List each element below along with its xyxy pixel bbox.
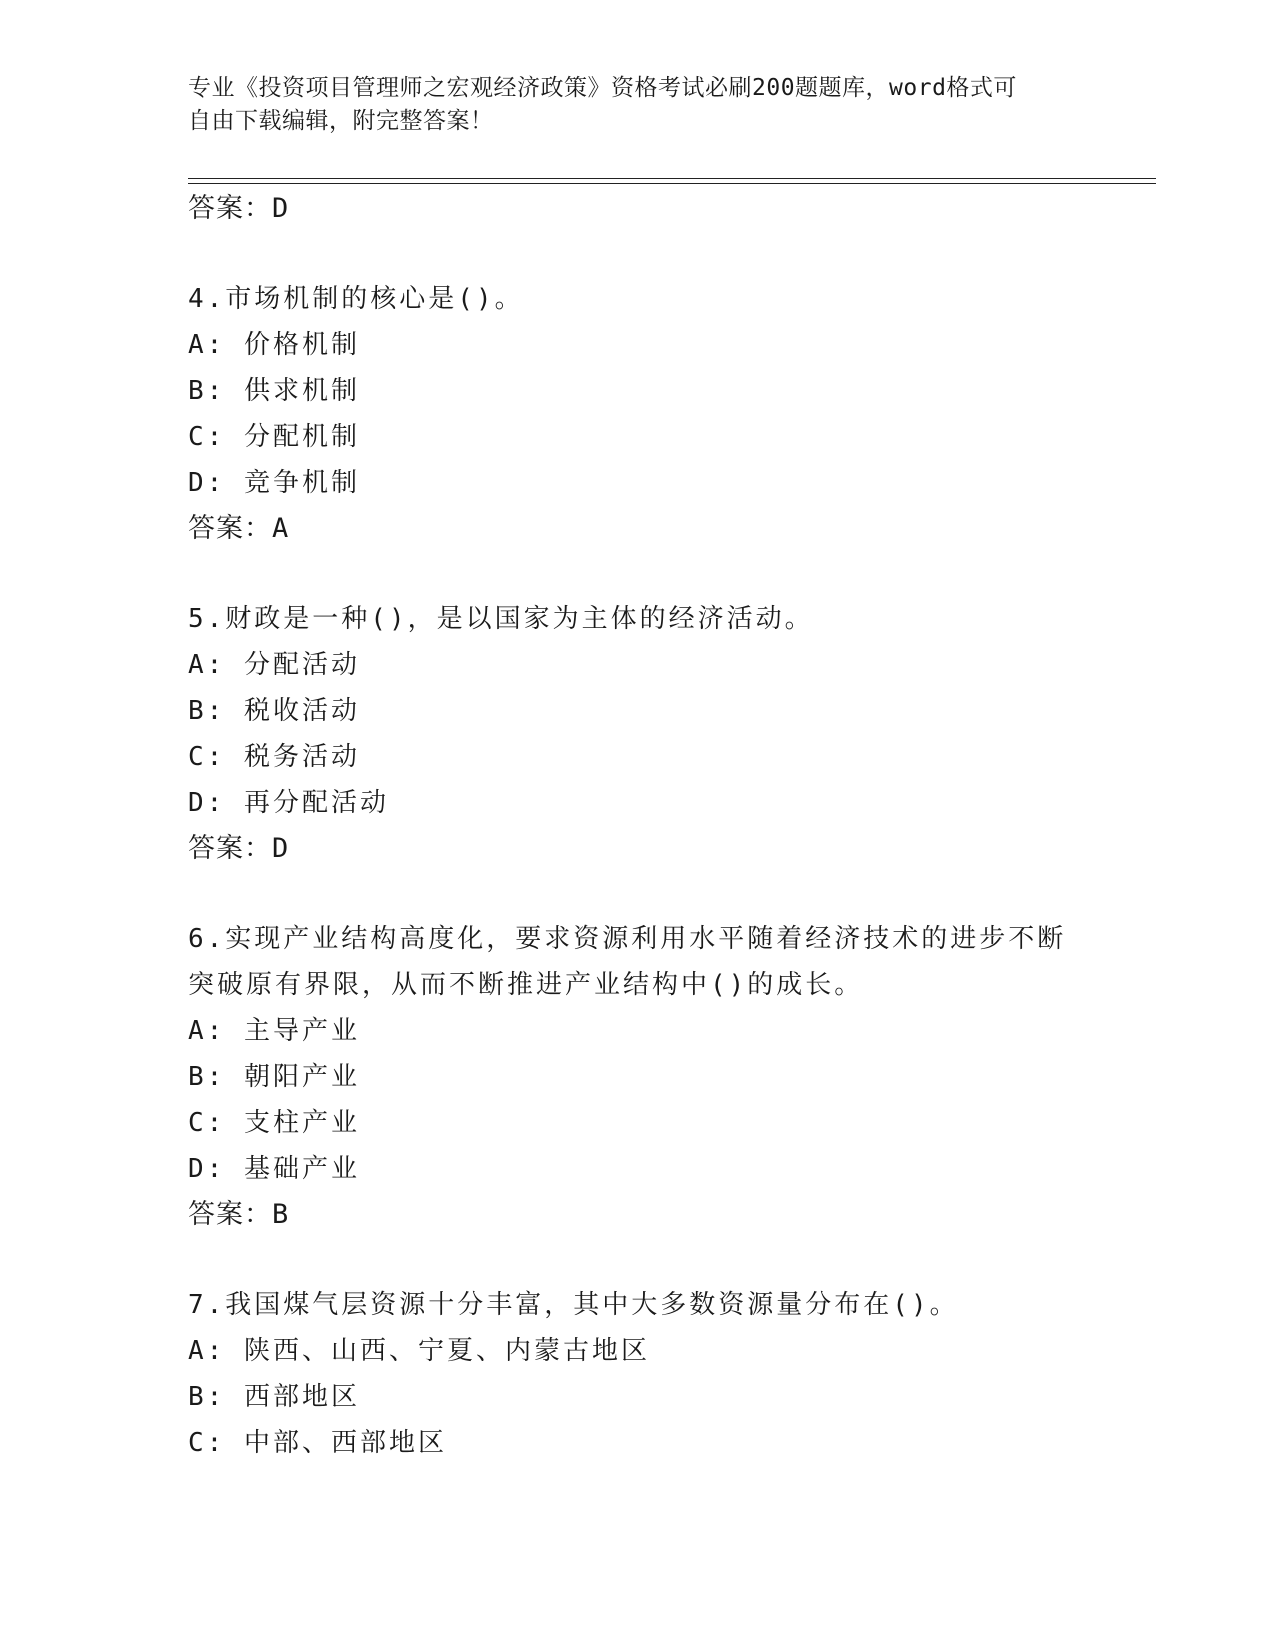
option-b: B: 朝阳产业 xyxy=(188,1062,360,1092)
question-stem-line-2: 突破原有界限，从而不断推进产业结构中()的成长。 xyxy=(188,970,864,1000)
option-c: C: 分配机制 xyxy=(188,422,360,452)
question-7 xyxy=(188,1282,1088,1466)
option-b: B: 税收活动 xyxy=(188,696,360,726)
answer-line: 答案：D xyxy=(188,833,290,864)
header-divider-top xyxy=(188,178,1156,179)
question-stem: 7.我国煤气层资源十分丰富，其中大多数资源量分布在()。 xyxy=(188,1290,959,1320)
option-a: A: 主导产业 xyxy=(188,1016,360,1046)
header-line-1: 专业《投资项目管理师之宏观经济政策》资格考试必刷200题题库，word格式可 xyxy=(188,75,1017,101)
option-b: B: 供求机制 xyxy=(188,376,360,406)
question-5 xyxy=(188,596,1088,872)
document-body xyxy=(188,186,1088,1466)
option-a: A: 价格机制 xyxy=(188,330,360,360)
question-stem-line-1: 6.实现产业结构高度化，要求资源利用水平随着经济技术的进步不断 xyxy=(188,924,1067,954)
header-divider-bottom xyxy=(188,183,1156,184)
answer-line: 答案：B xyxy=(188,1199,290,1230)
question-stem: 4.市场机制的核心是()。 xyxy=(188,284,524,314)
question-stem: 5.财政是一种()，是以国家为主体的经济活动。 xyxy=(188,604,814,634)
document-header xyxy=(188,72,1068,138)
option-c: C: 中部、西部地区 xyxy=(188,1428,447,1458)
option-c: C: 支柱产业 xyxy=(188,1108,360,1138)
answer-line: 答案：D xyxy=(188,193,290,224)
option-c: C: 税务活动 xyxy=(188,742,360,772)
question-6 xyxy=(188,916,1088,1238)
option-b: B: 西部地区 xyxy=(188,1382,360,1412)
option-a: A: 分配活动 xyxy=(188,650,360,680)
option-d: D: 再分配活动 xyxy=(188,788,389,818)
option-a: A: 陕西、山西、宁夏、内蒙古地区 xyxy=(188,1336,650,1366)
answer-line: 答案：A xyxy=(188,513,290,544)
header-line-2: 自由下载编辑，附完整答案！ xyxy=(188,108,494,134)
option-d: D: 竞争机制 xyxy=(188,468,360,498)
option-d: D: 基础产业 xyxy=(188,1154,360,1184)
question-4 xyxy=(188,276,1088,552)
